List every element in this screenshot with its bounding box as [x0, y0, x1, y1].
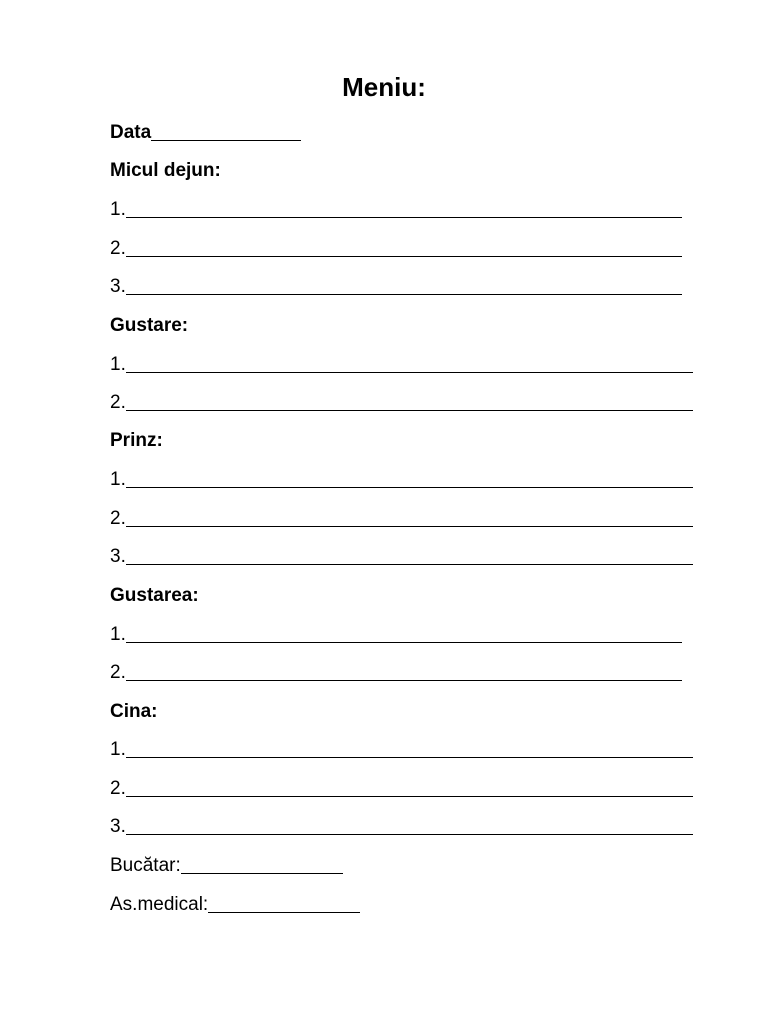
item-number: 1.: [110, 739, 126, 760]
item-number: 2.: [110, 778, 126, 799]
menu-item-line: [110, 463, 693, 491]
item-blank-line: [126, 564, 693, 565]
item-blank-line: [126, 680, 682, 681]
item-blank-line: [126, 217, 682, 218]
section-heading-label: Micul dejun:: [110, 160, 221, 181]
item-blank-line: [126, 256, 682, 257]
item-number: 1.: [110, 354, 126, 375]
item-blank-line: [126, 834, 693, 835]
medical-blank-line: [208, 912, 360, 913]
menu-item-line: [110, 733, 693, 761]
menu-item-line: [110, 540, 693, 568]
item-number: 3.: [110, 546, 126, 567]
item-number: 2.: [110, 662, 126, 683]
section-heading-label: Cina:: [110, 701, 158, 722]
item-blank-line: [126, 796, 693, 797]
menu-item-line: [110, 502, 693, 530]
menu-item-line: [110, 348, 693, 376]
item-number: 3.: [110, 816, 126, 837]
item-number: 2.: [110, 508, 126, 529]
section-heading-snack: [110, 309, 188, 337]
menu-item-line: [110, 810, 693, 838]
item-number: 1.: [110, 469, 126, 490]
cook-blank-line: [181, 873, 343, 874]
cook-label: Bucătar:: [110, 855, 181, 876]
menu-item-line: [110, 386, 693, 414]
page-title: Meniu:: [342, 72, 426, 102]
medical-label: As.medical:: [110, 894, 209, 915]
item-number: 1.: [110, 199, 126, 220]
item-blank-line: [126, 526, 693, 527]
date-label: Data: [110, 122, 152, 143]
menu-item-line: [110, 193, 682, 221]
menu-item-line: [110, 656, 682, 684]
date-blank-line: [151, 140, 301, 141]
item-blank-line: [126, 487, 693, 488]
item-blank-line: [126, 410, 693, 411]
date-field: [110, 116, 301, 144]
medical-signature-field: [110, 888, 360, 916]
section-heading-label: Gustarea:: [110, 585, 199, 606]
menu-item-line: [110, 232, 682, 260]
section-heading-label: Gustare:: [110, 315, 189, 336]
item-number: 1.: [110, 624, 126, 645]
section-heading-lunch: [110, 424, 163, 452]
section-heading-breakfast: [110, 154, 221, 182]
menu-item-line: [110, 772, 693, 800]
item-number: 2.: [110, 238, 126, 259]
menu-item-line: [110, 618, 682, 646]
menu-item-line: [110, 270, 682, 298]
item-blank-line: [126, 294, 682, 295]
item-blank-line: [126, 642, 682, 643]
item-number: 2.: [110, 392, 126, 413]
item-number: 3.: [110, 276, 126, 297]
section-heading-afternoon-snack: [110, 579, 199, 607]
item-blank-line: [126, 757, 693, 758]
cook-signature-field: [110, 849, 343, 877]
section-heading-dinner: [110, 695, 158, 723]
item-blank-line: [126, 372, 693, 373]
section-heading-label: Prinz:: [110, 430, 163, 451]
